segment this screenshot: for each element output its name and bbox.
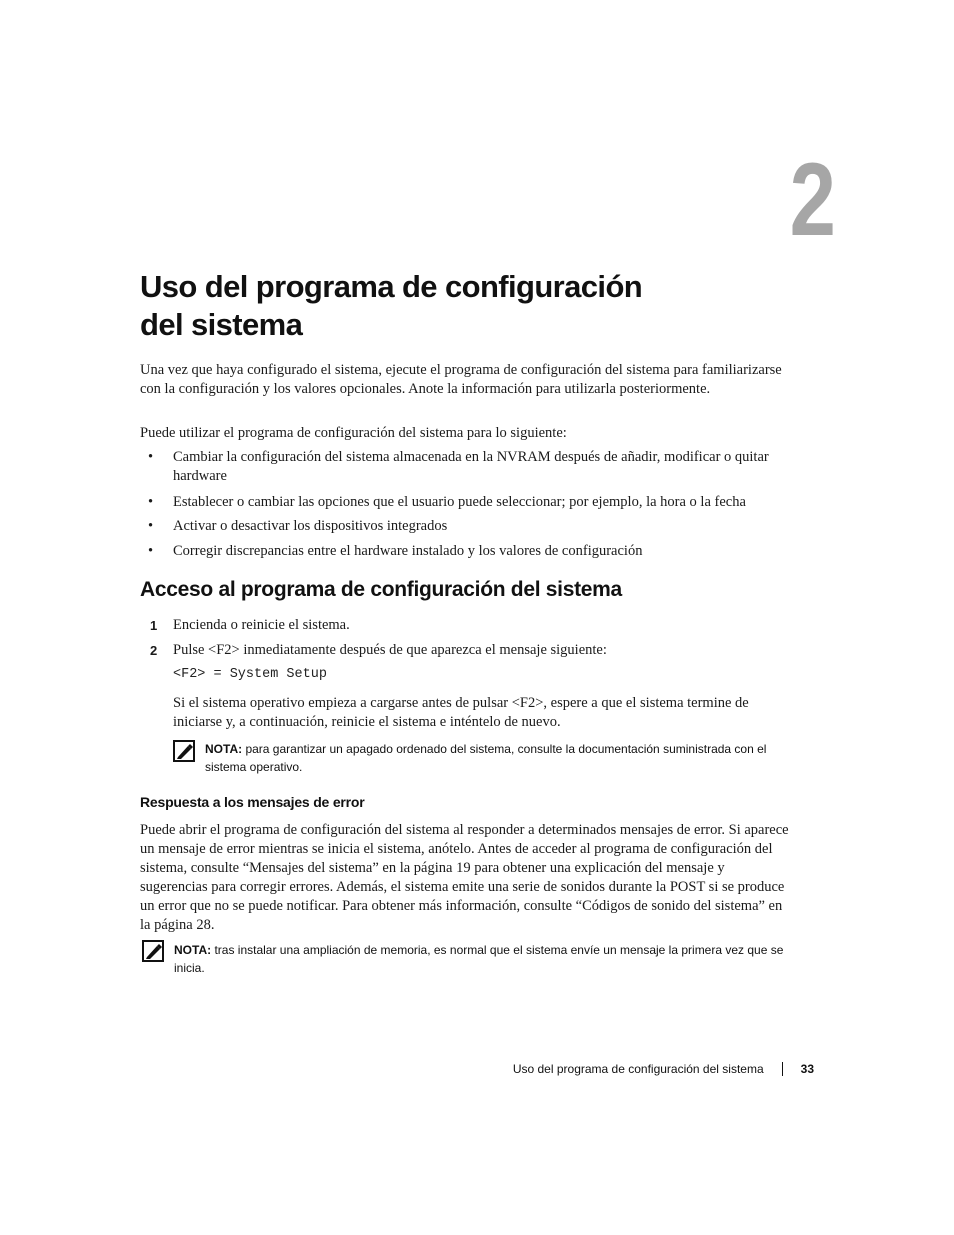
page-title (140, 268, 642, 344)
step-item (150, 616, 800, 635)
code-sample: <F2> = System Setup (173, 667, 327, 682)
note-text: para garantizar un apagado ordenado del sistema, consulte la documentación suministrada con el sistema operativo. (205, 742, 767, 774)
uses-intro: Puede utilizar el programa de configuración del sistema para lo siguiente: (140, 425, 567, 441)
note-box (174, 941, 784, 977)
chapter-number: 2 (789, 142, 836, 258)
step-item (150, 641, 800, 660)
list-item-text: Establecer o cambiar las opciones que el usuario puede seleccionar; por ejemplo, la hora o la fecha (173, 494, 746, 510)
note-label: NOTA: (205, 742, 243, 756)
section-heading: Acceso al programa de configuración del sistema (140, 578, 622, 601)
note-label: NOTA: (174, 943, 212, 957)
subsection-heading: Respuesta a los mensajes de error (140, 794, 365, 810)
list-item-text: Corregir discrepancias entre el hardware instalado y los valores de configuración (173, 543, 643, 559)
page-footer (513, 1062, 814, 1076)
bullet-mark: • (148, 449, 154, 465)
step-text: Pulse <F2> inmediatamente después de que aparezca el mensaje siguiente: (173, 642, 607, 658)
intro-paragraph: Una vez que haya configurado el sistema, ejecute el programa de configuración del sistema para familiarizarse con la configuración y los valores opcionales. Anote la información para utilizarla posteriormente. (140, 362, 782, 397)
list-item (148, 542, 798, 561)
list-item (148, 517, 798, 536)
bullet-mark: • (148, 494, 154, 510)
step-number: 1 (150, 618, 158, 633)
followup-paragraph: Si el sistema operativo empieza a cargarse antes de pulsar <F2>, espere a que el sistema termine de iniciarse y, a continuación, reinicie el sistema e inténtelo de nuevo. (173, 695, 749, 730)
page-title-line-1: Uso del programa de configuración (140, 269, 643, 304)
footer-title: Uso del programa de configuración del sistema (512, 1062, 764, 1076)
step-number: 2 (150, 643, 158, 658)
footer-divider (782, 1062, 783, 1076)
list-item (148, 448, 798, 486)
bullet-mark: • (148, 518, 154, 534)
error-messages-paragraph: Puede abrir el programa de configuración del sistema al responder a determinados mensajes de error. Si aparece un mensaje de error mientras se inicia el sistema, anótelo. Antes de acceder al programa de configuración del sistema, consulte “Mensajes del sistema” en la página 19 para obtener una explicación del mensaje y sugerencias para corregir errores. Además, el sistema emite una serie de sonidos durante la POST si se produce un error que no se puede notificar. Para obtener más información, consulte “Códigos de sonido del sistema” en la página 28. (140, 822, 789, 933)
list-item-text: Activar o desactivar los dispositivos integrados (173, 518, 448, 534)
list-item-text: Cambiar la configuración del sistema almacenada en la NVRAM después de añadir, modificar o quitar hardware (173, 449, 769, 484)
page-title-line-2: del sistema (140, 307, 303, 342)
bullet-mark: • (148, 543, 154, 559)
note-pencil-icon (142, 940, 164, 962)
note-text: tras instalar una ampliación de memoria, es normal que el sistema envíe un mensaje la primera vez que se inicia. (174, 943, 784, 975)
list-item (148, 493, 798, 512)
note-box (205, 740, 785, 776)
note-pencil-icon (173, 740, 195, 762)
step-text: Encienda o reinicie el sistema. (173, 617, 350, 633)
page-number: 33 (800, 1062, 814, 1076)
